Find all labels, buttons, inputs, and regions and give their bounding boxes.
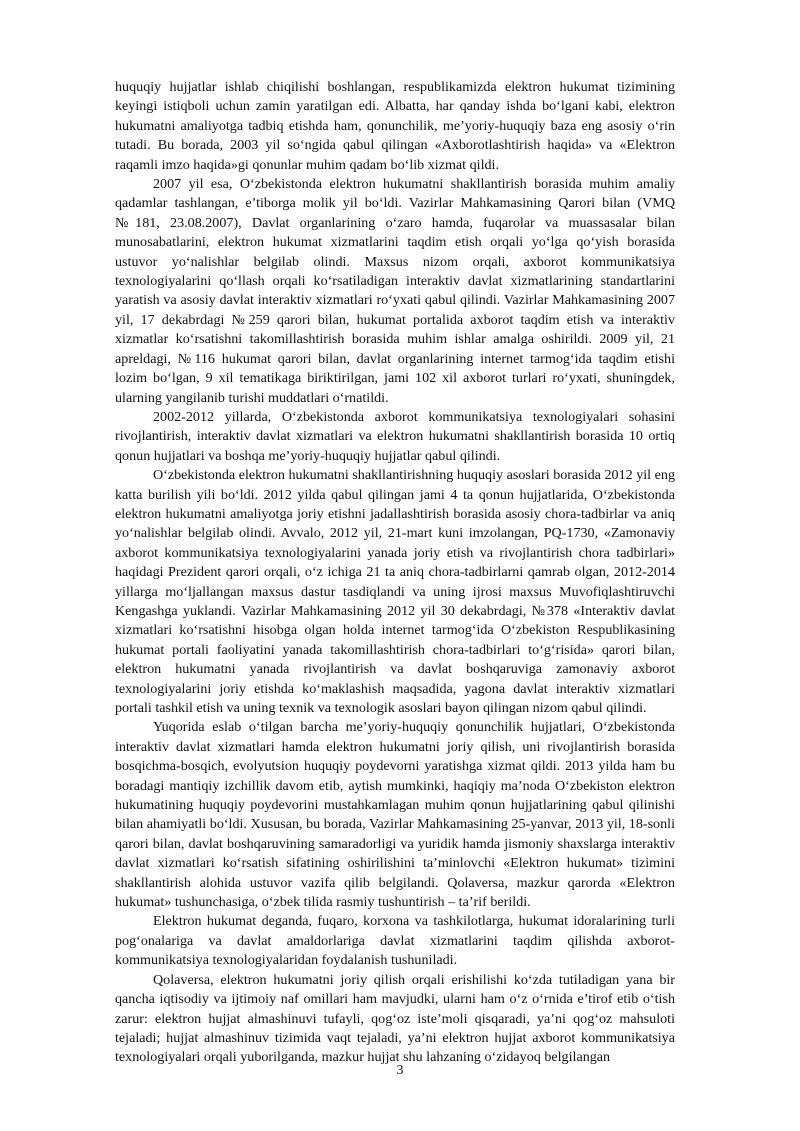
paragraph-4: O‘zbekistonda elektron hukumatni shakllantirishning huquqiy asoslari borasida 2012 yil eng katta burilish yili bo‘ldi. 2012 yilda qabul qilingan jami 4 ta qonun hujjatlarida, O‘zbekistonda elektron hukumatni amaliyotga joriy etishni jadallashtirish borasida asosiy chora-tadbirlar va aniq yo‘nalishlar belgilab olindi. Avvalo, 2012 yil, 21-mart kuni imzolangan, PQ-1730, «Zamonaviy axborot kommunikatsiya texnologiyalarini yanada joriy etish va rivojlantirish chora tadbirlari» haqidagi Prezident qarori orqali, o‘z ichiga 21 ta aniq chora-tadbirlarni qamrab olgan, 2012-2014 yillarga mo‘ljallangan maxsus dastur tasdiqlandi va uning ijrosi maxsus Muvofiqlashtiruvchi Kengashga yuklandi. Vazirlar Mahkamasining 2012 yil 30 dekabrdagi, №378 «Interaktiv davlat xizmatlari ko‘rsatishni hisobga olgan holda internet tarmog‘ida O‘zbekiston Respublikasining hukumat portali faoliyatini yanada takomillashtirish chora-tadbirlari to‘g‘risida» qarori bilan, elektron hukumatni yanada rivojlantirish va davlat boshqaruviga zamonaviy axborot texnologiyalarini joriy etishda ko‘maklashish maqsadida, yagona davlat interaktiv xizmatlari portali tashkil etish va uning texnik va texnologik asoslari bayon qilingan nizom qabul qilindi. [115,467,675,716]
paragraph-1: huquqiy hujjatlar ishlab chiqilishi boshlangan, respublikamizda elektron hukumat tizimining keyingi istiqboli uchun zamin yaratilgan edi. Albatta, har qanday ishda bo‘lgani kabi, elektron hukumatni amaliyotga tadbiq etishda ham, qonunchilik, me’yoriy-huquqiy baza eng asosiy o‘rin tutadi. Bu borada, 2003 yil so‘ngida qabul qilingan «Axborotlashtirish haqida» va «Elektron raqamli imzo haqida»gi qonunlar muhim qadam bo‘lib xizmat qildi. [115,79,675,173]
page-number: 3 [396,1063,404,1078]
paragraph-2: 2007 yil esa, O‘zbekistonda elektron hukumatni shakllantirish borasida muhim amaliy qadamlar tashlangan, e’tiborga molik yil bo‘ldi. Vazirlar Mahkamasining Qarori bilan (VMQ №181, 23.08.2007), Davlat organlarining o‘zaro hamda, fuqarolar va muassasalar bilan munosabatlarini, elektron hukumat xizmatlarini taqdim etish orqali yo‘lga qo‘yish borasida ustuvor yo‘nalishlar belgilab olindi. Maxsus nizom orqali, axborot kommunikatsiya texnologiyalarini qo‘llash orqali ko‘rsatiladigan interaktiv davlat xizmatlarining standartlarini yaratish va asosiy davlat interaktiv xizmatlari ro‘yxati qabul qilindi. Vazirlar Mahkamasining 2007 yil, 17 dekabrdagi №259 qarori bilan, hukumat portalida axborot taqdim etish va interaktiv xizmatlar ko‘rsatishni takomillashtirish borasida muhim ishlar amalga oshirildi. 2009 yil, 21 apreldagi, №116 hukumat qarori bilan, davlat organlarining internet tarmog‘ida taqdim etishi lozim bo‘lgan, 9 xil tematikaga biriktirilgan, jami 102 xil axborot turlari ro‘yxati, shuningdek, ularning yangilanib turishi muddatlari o‘rnatildi. [115,176,675,406]
paragraph-6: Elektron hukumat deganda, fuqaro, korxona va tashkilotlarga, hukumat idoralarining turli pog‘onalariga va davlat amaldorlariga davlat xizmatlarini taqdim qilishda axborot-kommunikatsiya texnologiyalaridan foydalanish tushuniladi. [115,913,675,969]
body-text [115,78,675,1068]
paragraph-3: 2002-2012 yillarda, O‘zbekistonda axborot kommunikatsiya texnologiyalari sohasini rivojlantirish, interaktiv davlat xizmatlari va elektron hukumatni shakllantirish borasida 10 ortiq qonun hujjatlari va boshqa me’yoriy-huquqiy hujjatlar qabul qilindi. [115,408,675,464]
paragraph-5: Yuqorida eslab o‘tilgan barcha me’yoriy-huquqiy qonunchilik hujjatlari, O‘zbekistonda interaktiv davlat xizmatlari hamda elektron hukumatni joriy qilish, uni rivojlantirish borasida bosqichma-bosqich, evolyutsion huquqiy poydevorni yaratishga xizmat qildi. 2013 yilda ham bu boradagi mantiqiy izchillik davom etib, aytish mumkinki, haqiqiy ma’noda O‘zbekiston elektron hukumatining huquqiy poydevorini mustahkamlagan muhim qonun hujjatlarining qabul qilinishi bilan ahamiyatli bo‘ldi. Xususan, bu borada, Vazirlar Mahkamasining 25-yanvar, 2013 yil, 18-sonli qarori bilan, davlat boshqaruvining samaradorligi va yuridik hamda jismoniy shaxslarga interaktiv davlat xizmatlari ko‘rsatish sifatining oshirilishini ta’minlovchi «Elektron hukumat» tizimini shakllantirish alohida ustuvor vazifa qilib belgilandi. Qolaversa, mazkur qarorda «Elektron hukumat» tushunchasiga, o‘zbek tilida rasmiy tushuntirish – ta’rif berildi. [115,719,675,911]
paragraph-7: Qolaversa, elektron hukumatni joriy qilish orqali erishilishi ko‘zda tutiladigan yana bir qancha iqtisodiy va ijtimoiy naf omillari ham mavjudki, ularni ham o‘z o‘rnida e’tirof etib o‘tish zarur: elektron hujjat almashinuvi tufayli, qog‘oz iste’moli qisqaradi, ya’ni qog‘oz mahsuloti tejaladi; hujjat almashinuv tizimida vaqt tejaladi, ya’ni elektron hujjat axborot kommunikatsiya texnologiyalari orqali yuborilganda, mazkur hujjat shu lahzaning o‘zidayoq belgilangan [115,971,675,1066]
